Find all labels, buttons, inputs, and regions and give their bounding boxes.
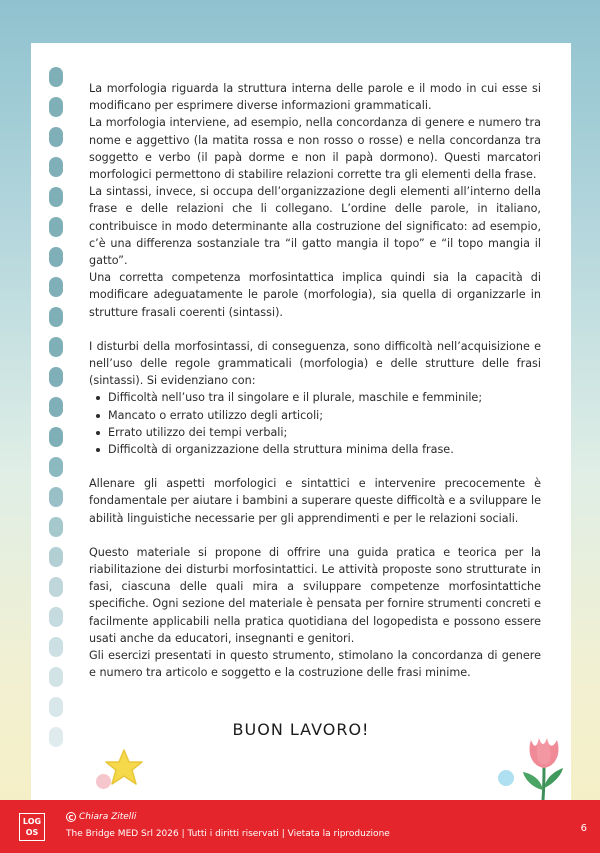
list-item: Mancato o errato utilizzo degli articoli; [108,407,541,424]
ring [49,127,63,147]
footer-credits [66,811,390,841]
ring [49,157,63,177]
ring [49,397,63,417]
logo-bottom-text: OS [25,828,39,837]
paragraph: I disturbi della morfosintassi, di conseguenza, sono difficoltà nell’acquisizione e nell’uso delle regole grammaticali (morfologia) e delle strutture delle frasi (sintassi). Si evidenziano con: [89,339,541,388]
ring [49,337,63,357]
ring [49,637,63,657]
paragraph: Questo materiale si propone di offrire una guida pratica e teorica per la riabilitazione dei disturbi morfosintattici. Le attività proposte sono strutturate in fasi, ciascuna delle quali mira a sviluppare competenze morfosintattiche specifiche. Ogni sezione del materiale è pensata per fornire strumenti concreti e facilmente applicabili nella pratica quotidiana del logopedista e possono essere usati anche da educatori, insegnanti e genitori. [89,545,541,645]
rights-text: The Bridge MED Srl 2026 | Tutti i diritti riservati | Vietata la riproduzione [66,829,390,839]
ring [49,487,63,507]
ring [49,547,63,567]
closing-title: BUON LAVORO! [232,720,370,739]
ring [49,577,63,597]
dot-blue [498,770,514,786]
ring [49,607,63,627]
list-item: Difficoltà nell’uso tra il singolare e il plurale, maschile e femminile; [108,389,541,406]
list-item: Errato utilizzo dei tempi verbali; [108,424,541,441]
ring [49,67,63,87]
logo-top-text: LOG [22,817,42,826]
ring [49,97,63,117]
ring [49,457,63,477]
author-name: Chiara Zitelli [79,812,137,822]
paragraph: Allenare gli aspetti morfologici e sintattici e intervenire precocemente è fondamentale per aiutare i bambini a superare queste difficoltà e a sviluppare le abilità linguistiche necessarie per gli apprendimenti e per le relazioni sociali. [89,477,541,525]
paragraph: Gli esercizi presentati in questo strumento, stimolano la concordanza di genere e numero tra articolo e soggetto e la costruzione delle frasi minime. [89,649,541,680]
ring [49,367,63,387]
page-number: 6 [580,823,587,834]
body-text [89,80,541,682]
ring [49,667,63,687]
list-item: Difficoltà di organizzazione della struttura minima della frase. [108,441,541,458]
paragraph: La morfologia interviene, ad esempio, nella concordanza di genere e numero tra nome e aggettivo (la matita rossa e non rosso o rosse) e nella concordanza tra soggetto e verbo (il papà dorme e non il papà dormono). Questi marcatori morfologici permettono di stabilire relazioni corrette tra gli elementi della frase. [89,116,541,182]
paragraph: Una corretta competenza morfosintattica implica quindi sia la capacità di modificare adeguatamente le parole (morfologia), sia quella di organizzarle in strutture frasali coerenti (sintassi). [89,271,541,319]
ring [49,307,63,327]
paragraph: La sintassi, invece, si occupa dell’organizzazione degli elementi all’interno della frase e delle relazioni che li collegano. L’ordine delle parole, in italiano, contribuisce in modo determinante alla costruzione del significato: ad esempio, c’è una differenza sostanziale tra “il gatto mangia il topo” e “il topo mangia il gatto”. [89,185,541,268]
paragraph: La morfologia riguarda la struttura interna delle parole e il modo in cui esse si modificano per esprimere diverse informazioni grammaticali. [89,82,541,113]
difficulty-list [89,389,541,458]
ring [49,187,63,207]
tulip-icon [519,732,569,800]
ring [49,217,63,237]
ring [49,277,63,297]
star-icon [104,748,148,788]
ring [49,517,63,537]
ring [49,697,63,717]
logos-logo [19,813,45,841]
copyright-icon: C [66,812,76,822]
ring [49,247,63,267]
footer-bar [0,800,600,853]
ring [49,427,63,447]
